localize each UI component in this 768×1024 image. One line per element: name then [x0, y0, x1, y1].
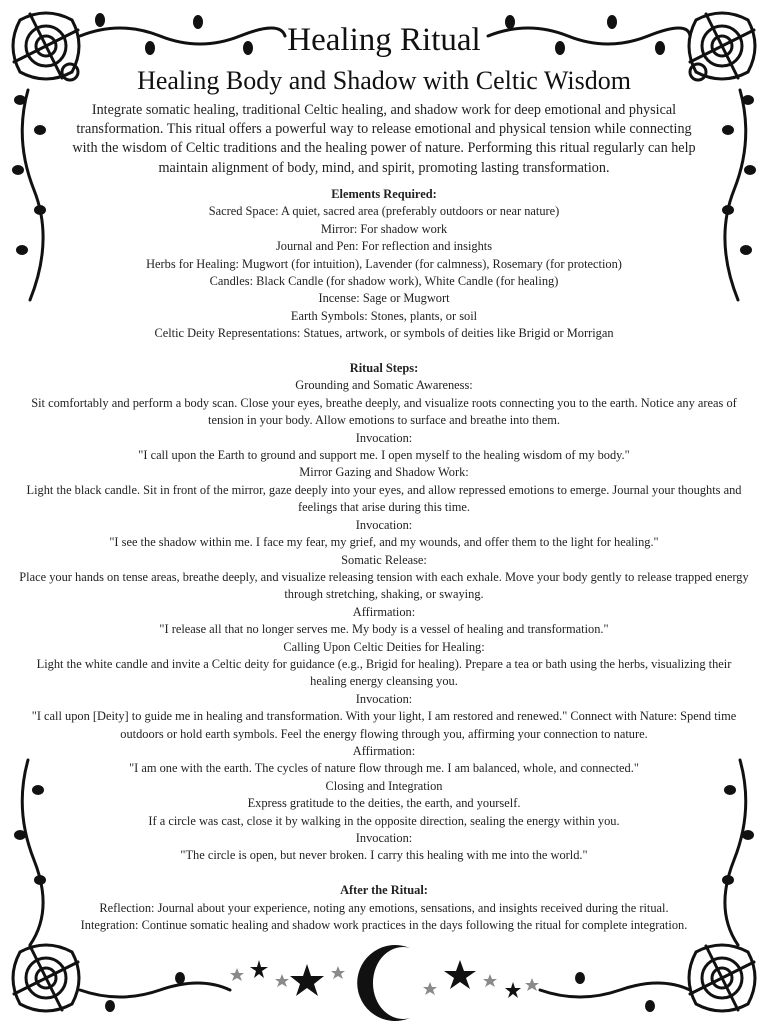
after-reflection: Reflection: Journal about your experience, noting any emotions, sensations, and insights received during the ritual.	[99, 900, 669, 915]
intro-paragraph: Integrate somatic healing, traditional Celtic healing, and shadow work for deep emotional and physical transformation. This ritual offers a powerful way to release emotional and physical tension while connecting with the wisdom of Celtic traditions and the healing power of nature. Performing this ritual regularly can help maintain alignment of body, mind, and spirit, promoting lasting transformation.	[72, 102, 696, 176]
step-quote: "I release all that no longer serves me. My body is a vessel of healing and transformation."	[159, 622, 609, 637]
element-item: Mirror: For shadow work	[320, 221, 448, 236]
step-label: Invocation:	[355, 691, 413, 706]
step-text: Sit comfortably and perform a body scan. Close your eyes, breathe deeply, and visualize roots connecting you to the earth. Notice any areas of tension in your body. Allow emotions to surface and breathe into them.	[31, 395, 737, 428]
step-quote: "I see the shadow within me. I face my fear, my grief, and my wounds, and offer them to the light for healing."	[109, 535, 659, 550]
steps-heading: Ritual Steps:	[349, 361, 419, 376]
spacer	[18, 865, 750, 882]
page-title: Healing Ritual	[287, 22, 481, 58]
celtic-knot-icon	[689, 945, 755, 1011]
step-label: Affirmation:	[352, 743, 416, 758]
celtic-knot-icon	[13, 945, 79, 1011]
step-label: Invocation:	[355, 831, 413, 846]
element-item: Celtic Deity Representations: Statues, artwork, or symbols of deities like Brigid or Morrigan	[154, 326, 614, 341]
after-heading: After the Ritual:	[340, 883, 428, 898]
step-label: Affirmation:	[352, 604, 416, 619]
step-text: Place your hands on tense areas, breathe deeply, and visualize releasing tension with each exhale. Move your body gently to release trapped energy through stretching, shaking, or swaying.	[19, 569, 749, 602]
star-icon	[230, 960, 539, 998]
element-item: Earth Symbols: Stones, plants, or soil	[290, 308, 478, 323]
vine-icon	[80, 983, 690, 997]
step-quote: "The circle is open, but never broken. I carry this healing with me into the world."	[180, 848, 588, 863]
step-text: Light the white candle and invite a Celtic deity for guidance (e.g., Brigid for healing). Prepare a tea or bath using the herbs, visualizing their healing energy cleansing you.	[36, 656, 732, 689]
page-subtitle: Healing Body and Shadow with Celtic Wisdom	[137, 66, 631, 95]
step-label: Invocation:	[355, 430, 413, 445]
element-item: Candles: Black Candle (for shadow work), White Candle (for healing)	[209, 274, 559, 289]
element-item: Incense: Sage or Mugwort	[318, 291, 450, 306]
element-item: Herbs for Healing: Mugwort (for intuition), Lavender (for calmness), Rosemary (for protection)	[146, 256, 622, 271]
element-item: Sacred Space: A quiet, sacred area (preferably outdoors or near nature)	[208, 204, 560, 219]
after-integration: Integration: Continue somatic healing and shadow work practices in the days following the ritual for complete integration.	[80, 918, 688, 933]
ritual-body	[18, 186, 750, 934]
step-label: Invocation:	[355, 517, 413, 532]
elements-heading: Elements Required:	[331, 187, 437, 201]
step-text: If a circle was cast, close it by walking in the opposite direction, sealing the energy within you.	[148, 813, 620, 828]
step-text: Express gratitude to the deities, the earth, and yourself.	[247, 796, 521, 811]
step-title: Somatic Release:	[341, 552, 427, 567]
step-title: Mirror Gazing and Shadow Work:	[299, 465, 469, 480]
step-title: Grounding and Somatic Awareness:	[295, 378, 473, 393]
spacer	[18, 343, 750, 360]
step-quote: "I am one with the earth. The cycles of nature flow through me. I am balanced, whole, and connected."	[129, 761, 639, 776]
step-quote: "I call upon [Deity] to guide me in healing and transformation. With your light, I am restored and renewed." Connect with Nature: Spend time outdoors or hold earth symbols. Feel the energy flowing through you, affirming your connection to nature.	[31, 709, 737, 741]
step-text: Light the black candle. Sit in front of the mirror, gaze deeply into your eyes, and allow repressed emotions to emerge. Journal your thoughts and feelings that arise during this time.	[26, 482, 742, 515]
step-title: Calling Upon Celtic Deities for Healing:	[283, 639, 485, 654]
element-item: Journal and Pen: For reflection and insights	[275, 239, 493, 254]
step-quote: "I call upon the Earth to ground and support me. I open myself to the healing wisdom of my body."	[138, 448, 630, 463]
step-title: Closing and Integration	[325, 778, 443, 793]
crescent-moon-icon	[357, 945, 410, 1021]
